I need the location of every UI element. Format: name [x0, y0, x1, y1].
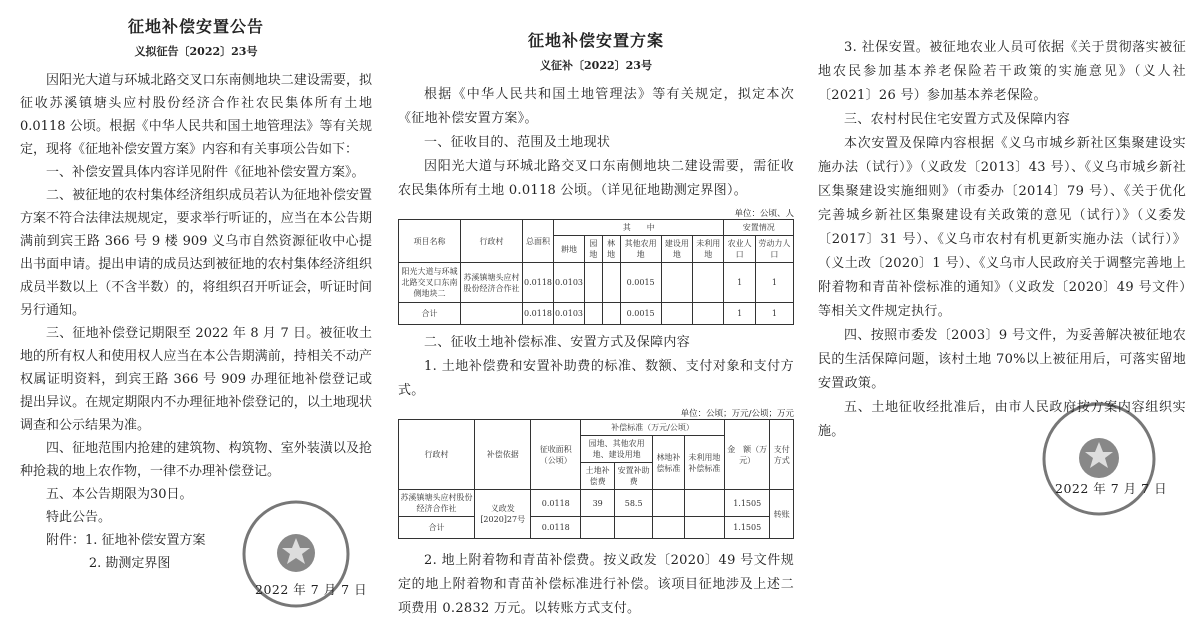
land-status-table: [398, 219, 794, 325]
td: [684, 490, 724, 517]
td: [684, 517, 724, 539]
th: 支付方式: [770, 420, 794, 490]
td: [615, 517, 653, 539]
td: 0.0015: [620, 303, 661, 325]
th: 耕地: [554, 236, 585, 263]
th: 金 额（万元）: [724, 420, 770, 490]
attachment-2: 2. 勘测定界图: [88, 556, 171, 571]
plan-date: 2022 年 7 月 7 日: [1055, 481, 1168, 496]
attachment-1: 附件：1. 征地补偿安置方案: [46, 533, 206, 548]
th: 建设用地: [661, 236, 692, 263]
td: 1.1505: [724, 517, 770, 539]
td: 0.0103: [554, 303, 585, 325]
notice-page: [0, 0, 390, 621]
td: 合计: [399, 303, 461, 325]
th: 林地补偿标准: [653, 436, 685, 490]
td: 1: [755, 263, 793, 303]
td: 0.0118: [531, 490, 581, 517]
td: 转账: [770, 490, 794, 539]
td: [661, 303, 692, 325]
th: 总面积: [523, 220, 554, 263]
table1-unit: 单位：公顷、人: [734, 209, 794, 219]
td: 义政发[2020]27号: [475, 490, 531, 539]
notice-title: 征地补偿安置公告: [127, 17, 264, 36]
table-row: [399, 263, 794, 303]
td: 39: [581, 490, 615, 517]
paragraph: 根据《中华人民共和国土地管理法》等有关规定，拟定本次《征地补偿安置方案》。: [398, 87, 794, 126]
td: 1: [755, 303, 793, 325]
notice-number: 义拟征告〔2022〕23号: [134, 45, 258, 58]
td: [653, 517, 685, 539]
table2-unit: 单位：公顷；万元/公顷；万元: [680, 409, 794, 419]
td: 苏溪镇塘头应村股份经济合作社: [399, 490, 475, 517]
th: 其 中: [554, 220, 724, 236]
td: [581, 517, 615, 539]
th: 安置情况: [724, 220, 794, 236]
td: 阳光大道与环城北路交叉口东南侧地块二: [399, 263, 461, 303]
paragraph: 本次安置及保障内容根据《义乌市城乡新社区集聚建设实施办法（试行）》（义政发〔2013〕43 号）、《义乌市城乡新社区集聚建设实施细则》（市委办〔2014〕79 号）、《关于优化完善城乡新社区集聚建设有关政策的意见（试行）》（义委发〔2017〕31 号）、《义乌市农村有机更新实施办法（试行）》（义土改〔2020〕1 号）、《义乌市人民政府关于调整完善地上附着物和青苗补偿标准的通知》（义政发〔2020〕49 号文件）等相关文件规定执行。: [818, 136, 1186, 319]
td: [602, 263, 620, 303]
td: 0.0118: [531, 517, 581, 539]
paragraph: 因阳光大道与环城北路交叉口东南侧地块二建设需要，需征收农民集体所有土地 0.0118 公顷。（详见征地勘测定界图）。: [398, 159, 794, 198]
td: 58.5: [615, 490, 653, 517]
th: 安置补助费: [615, 463, 653, 490]
td: 0.0103: [554, 263, 585, 303]
th: 征收面积（公顷）: [531, 420, 581, 490]
td: [585, 303, 603, 325]
plan-page: [390, 0, 800, 621]
paragraph: 五、土地征收经批准后，由市人民政府按方案内容组织实施。: [818, 400, 1186, 439]
td: 苏溪镇塘头应村股份经济合作社: [461, 263, 523, 303]
paragraph: 一、补偿安置具体内容详见附件《征地补偿安置方案》。: [46, 165, 365, 180]
th: 其他农用地: [620, 236, 661, 263]
paragraph: 五、本公告期限为30日。: [46, 487, 193, 502]
td: 合计: [399, 517, 475, 539]
th: 土地补偿费: [581, 463, 615, 490]
th: 补偿标准（万元/公顷）: [581, 420, 725, 436]
td: 0.0118: [523, 263, 554, 303]
compensation-table: [398, 419, 794, 539]
paragraph: 3. 社保安置。被征地农业人员可依据《关于贯彻落实被征地农民参加基本养老保险若干政策的实施意见》（义人社〔2021〕26 号）参加基本养老保险。: [818, 40, 1186, 103]
th: 劳动力人口: [755, 236, 793, 263]
section-heading: 二、征收土地补偿标准、安置方式及保障内容: [424, 335, 691, 350]
table-row: [399, 303, 794, 325]
paragraph: 因阳光大道与环城北路交叉口东南侧地块二建设需要，拟征收苏溪镇塘头应村股份经济合作社农民集体所有土地 0.0118 公顷。根据《中华人民共和国土地管理法》等有关规定，现将《征地补偿安置方案》内容和有关事项公告如下：: [20, 73, 372, 157]
td: [602, 303, 620, 325]
td: 0.0118: [523, 303, 554, 325]
td: [461, 303, 523, 325]
td: 1: [724, 263, 755, 303]
paragraph: 特此公告。: [46, 510, 112, 525]
th: 农业人口: [724, 236, 755, 263]
paragraph: 四、按照市委发〔2003〕9 号文件，为妥善解决被征地农民的生活保障问题，该村土地 70%以上被征用后，可落实留地安置政策。: [818, 328, 1186, 391]
th: 园地、其他农用地、建设用地: [581, 436, 653, 463]
notice-date: 2022 年 7 月 7 日: [255, 582, 368, 597]
td: [693, 303, 724, 325]
paragraph: 三、征地补偿登记期限至 2022 年 8 月 7 日。被征收土地的所有权人和使用权人应当在本公告期满前，持相关不动产权属证明资料，到宾王路 366 号 909 办理征地补偿登记或提出异议。在规定期限内不办理征地补偿登记的，以土地现状调查和公示结果为准。: [20, 326, 372, 433]
plan-continued-page: [800, 0, 1198, 621]
td: [661, 263, 692, 303]
th: 未利用地补偿标准: [684, 436, 724, 490]
paragraph: 四、征地范围内抢建的建筑物、构筑物、室外装潢以及抢种抢栽的地上农作物，一律不办理补偿登记。: [20, 441, 372, 479]
td: 0.0015: [620, 263, 661, 303]
section-heading: 三、农村村民住宅安置方式及保障内容: [844, 112, 1071, 127]
section-heading: 一、征收目的、范围及土地现状: [424, 135, 611, 150]
th: 未利用地: [693, 236, 724, 263]
td: [585, 263, 603, 303]
td: 1: [724, 303, 755, 325]
paragraph: 1. 土地补偿费和安置补助费的标准、数额、支付对象和支付方式。: [398, 359, 794, 398]
th: 林地: [602, 236, 620, 263]
td: 1.1505: [724, 490, 770, 517]
paragraph: 二、被征地的农村集体经济组织成员若认为征地补偿安置方案不符合法律法规规定，要求举行听证的，应当在本公告期满前到宾王路 366 号 9 楼 909 义乌市自然资源征收中心提出书面申请。提出申请的成员达到被征地的农村集体经济组织成员半数以上（不含半数）的，将组织召开听证会，听证时间另行通知。: [20, 188, 372, 318]
th: 行政村: [461, 220, 523, 263]
th: 园地: [585, 236, 603, 263]
th: 补偿依据: [475, 420, 531, 490]
plan-title: 征地补偿安置方案: [527, 31, 664, 50]
plan-number: 义征补〔2022〕23号: [540, 59, 652, 72]
th: 项目名称: [399, 220, 461, 263]
th: 行政村: [399, 420, 475, 490]
table-row: [399, 517, 794, 539]
paragraph: 2. 地上附着物和青苗补偿费。按义政发〔2020〕49 号文件规定的地上附着物和青苗补偿标准进行补偿。该项目征地涉及上述二项费用 0.2832 万元。以转账方式支付。: [398, 553, 794, 616]
td: [693, 263, 724, 303]
td: [653, 490, 685, 517]
table-row: [399, 490, 794, 517]
